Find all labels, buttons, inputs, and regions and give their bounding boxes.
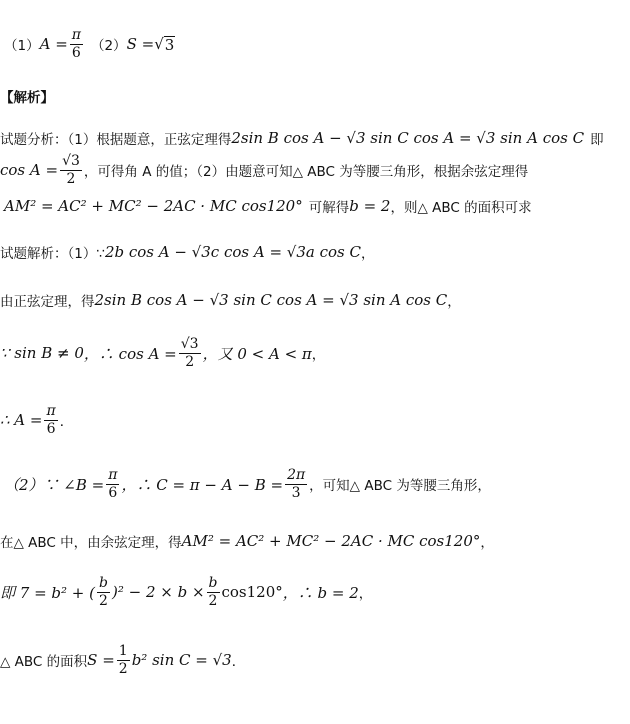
- answer-part1-expr: A =: [39, 35, 68, 54]
- solution-cosa: ，∴ cos A =: [83, 344, 177, 363]
- solution-fraction-4: $\frac{2\pi}{3}$: [287, 467, 306, 501]
- solution-line-6: 在△ ABC 中，由余弦定理，得 AM² = AC² + MC² − 2AC · MC cos120° ，: [0, 532, 494, 551]
- solution-isosceles: ，可知△ ABC 为等腰三角形，: [309, 478, 491, 495]
- answer-part2-label: （2）: [90, 38, 127, 55]
- solution-expr-2: 2sin B cos A − √3 sin C cos A = √3 sin A cos C: [94, 291, 448, 309]
- analysis-b-value: b = 2: [349, 197, 391, 215]
- analysis-fraction: $\frac{√3}{2}$: [62, 153, 80, 187]
- solution-line-4: ∴ A = $\frac{\pi}{6}$ ．: [0, 403, 74, 437]
- solution-angle-c: ，∴ C = π − A − B =: [121, 475, 284, 494]
- solution-angle-b: （2）∵ ∠B =: [4, 475, 105, 494]
- solution-range: ，又 0 < A < π: [202, 344, 312, 363]
- solution-area-s: S =: [87, 651, 115, 670]
- answer-part2-expr: S =: [126, 35, 155, 54]
- analysis-expr-1: 2sin B cos A − √3 sin C cos A = √3 sin A cos C: [231, 129, 585, 147]
- solution-line-2: 由正弦定理，得 2sin B cos A − √3 sin C cos A = √3 sin A cos C ，: [0, 291, 461, 310]
- answer-line: [4, 28, 175, 60]
- answer-part1-label: （1）: [4, 38, 40, 55]
- solution-fraction-2: $\frac{\pi}{6}$: [46, 403, 56, 437]
- solution-line-5: [4, 468, 491, 500]
- analysis-line-2: [0, 154, 528, 186]
- solution-area-expr: b² sin C = √3: [131, 651, 232, 670]
- analysis-cos-a: cos A =: [0, 161, 59, 180]
- solution-expr-1: 2b cos A − √3c cos A = √3a cos C: [104, 243, 361, 261]
- solution-equation-b: )² − 2 × b ×: [111, 583, 205, 602]
- analysis-label: 试题分析：（1）根据题意，正弦定理得: [0, 132, 232, 148]
- solution-sinb: ∵ sin B ≠ 0: [0, 344, 84, 363]
- solution-fraction-3: $\frac{\pi}{6}$: [108, 467, 118, 501]
- solution-equation-c: cos120°: [221, 583, 283, 602]
- solution-label: 试题解析：（1）∵: [0, 246, 105, 262]
- analysis-line-1: [0, 128, 604, 148]
- answer-part2-sqrt: √ 3: [154, 35, 175, 54]
- solution-b-value: ，∴ b = 2: [282, 583, 359, 602]
- solution-fraction-7: $\frac{1}{2}$: [118, 643, 128, 677]
- solution-area-label: △ ABC 的面积: [0, 654, 88, 671]
- analysis-text-2: ，可得角 A 的值；（2）由题意可知△ ABC 为等腰三角形，根据余弦定理得: [83, 164, 529, 181]
- analysis-tail-1: 即: [590, 132, 604, 148]
- solution-a-value: ∴ A =: [0, 411, 43, 430]
- analysis-text-3a: 可解得: [308, 200, 350, 216]
- solution-line-1: 试题解析：（1）∵ 2b cos A − √3c cos A = √3a cos C ，: [0, 243, 375, 262]
- analysis-cosine-law: AM² = AC² + MC² − 2AC · MC cos120°: [4, 197, 303, 215]
- solution-line-7: 即 7 = b² + ( $\frac{b}{2}$ )² − 2 × b × $\frac{b}{2}$ cos120° ，∴ b = 2 ，: [0, 575, 373, 609]
- solution-fraction-1: $\frac{√3}{2}$: [180, 336, 199, 370]
- solution-line-3: ∵ sin B ≠ 0 ，∴ cos A = $\frac{√3}{2}$ ，又 0 < A < π ，: [0, 336, 326, 370]
- analysis-text-3b: ，则△ ABC 的面积可求: [390, 200, 532, 216]
- solution-line-8: △ ABC 的面积 S = $\frac{1}{2}$ b² sin C = √3 ．: [0, 643, 246, 677]
- answer-part1-fraction: $\frac{\pi}{6}$: [71, 27, 81, 61]
- analysis-line-3: [4, 196, 532, 216]
- solution-fraction-5: $\frac{b}{2}$: [99, 575, 108, 609]
- solution-equation-a: 即 7 = b² + (: [0, 583, 95, 602]
- section-title: 【解析】: [0, 90, 54, 106]
- solution-label-6: 在△ ABC 中，由余弦定理，得: [0, 535, 182, 551]
- solution-cosine-law: AM² = AC² + MC² − 2AC · MC cos120°: [181, 532, 481, 550]
- solution-label-2: 由正弦定理，得: [0, 294, 95, 310]
- solution-fraction-6: $\frac{b}{2}$: [208, 575, 218, 609]
